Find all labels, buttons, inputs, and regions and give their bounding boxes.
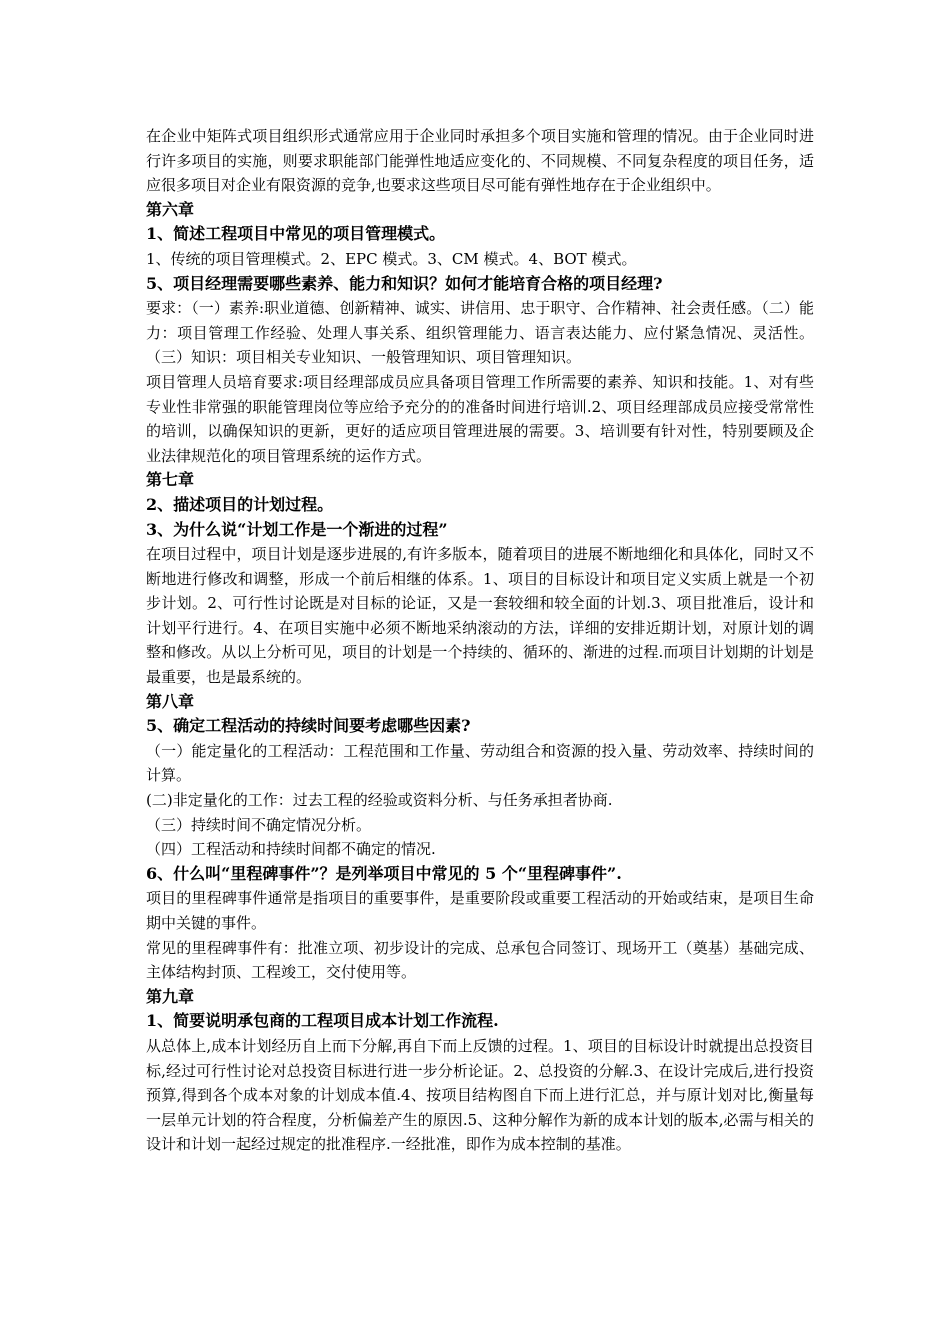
ch6-question-5: 5、项目经理需要哪些素养、能力和知识？如何才能培育合格的项目经理? xyxy=(146,273,663,293)
ch7-question-3: 3、为什么说“计划工作是一个渐进的过程” xyxy=(146,519,448,539)
chapter-7-heading: 第七章 xyxy=(146,470,195,490)
ch7-question-2: 2、描述项目的计划过程。 xyxy=(146,494,334,514)
intro-paragraph: 在企业中矩阵式项目组织形式通常应用于企业同时承担多个项目实施和管理的情况。由于企业同时进行许多项目的实施，则要求职能部门能弹性地适应变化的、不同规模、不同复杂程度的项目任务，适应很多项目对企业有限资源的竞争,也要求这些项目尽可能有弹性地存在于企业组织中。 xyxy=(146,127,814,195)
ch8-answer-6-definition: 项目的里程碑事件通常是指项目的重要事件，是重要阶段或重要工程活动的开始或结束，是项目生命期中关键的事件。 xyxy=(146,889,814,932)
document-page xyxy=(146,124,814,1157)
ch8-answer-5-part-1: （一）能定量化的工程活动：工程范围和工作量、劳动组合和资源的投入量、劳动效率、持续时间的计算。 xyxy=(146,741,814,785)
ch6-question-1: 1、简述工程项目中常见的项目管理模式。 xyxy=(146,224,446,244)
ch8-question-5: 5、确定工程活动的持续时间要考虑哪些因素? xyxy=(146,716,471,736)
ch8-answer-6-examples: 常见的里程碑事件有：批准立项、初步设计的完成、总承包合同签订、现场开工（奠基）基础完成、主体结构封顶、工程竣工，交付使用等。 xyxy=(146,938,814,982)
chapter-6-heading: 第六章 xyxy=(146,199,195,219)
ch6-answer-5-requirements: 要求：（一）素养:职业道德、创新精神、诚实、讲信用、忠于职守、合作精神、社会责任感。（二）能力：项目管理工作经验、处理人事关系、组织管理能力、语言表达能力、应付紧急情况、灵活性。（三）知识：项目相关专业知识、一般管理知识、项目管理知识。 xyxy=(146,299,814,367)
chapter-8-heading: 第八章 xyxy=(146,691,195,711)
ch6-answer-1: 1、传统的项目管理模式。2、EPC 模式。3、CM 模式。4、BOT 模式。 xyxy=(146,249,637,268)
ch9-question-1: 1、简要说明承包商的工程项目成本计划工作流程. xyxy=(146,1011,499,1031)
ch8-answer-5-part-4: （四）工程活动和持续时间都不确定的情况. xyxy=(146,840,436,859)
ch6-answer-5-training: 项目管理人员培育要求:项目经理部成员应具备项目管理工作所需要的素养、知识和技能。1、对有些专业性非常强的职能管理岗位等应给予充分的的准备时间进行培训.2、项目经理部成员应接受常常性的培训，以确保知识的更新，更好的适应项目管理进展的需要。3、培训要有针对性，特别要顾及企业法律规范化的项目管理系统的运作方式。 xyxy=(146,372,814,465)
chapter-9-heading: 第九章 xyxy=(146,986,195,1006)
ch8-question-6: 6、什么叫“里程碑事件”？是列举项目中常见的 5 个“里程碑事件”. xyxy=(146,863,622,883)
ch9-answer-1: 从总体上,成本计划经历自上而下分解,再自下而上反馈的过程。1、项目的目标设计时就提出总投资目标,经过可行性讨论对总投资目标进行进一步分析论证。2、总投资的分解.3、在设计完成后,进行投资预算,得到各个成本对象的计划成本值.4、按项目结构图自下而上进行汇总，并与原计划对比,衡量每一层单元计划的符合程度，分析偏差产生的原因.5、这种分解作为新的成本计划的版本,必需与相关的设计和计划一起经过规定的批准程序.一经批准，即作为成本控制的基准。 xyxy=(146,1036,814,1154)
ch8-answer-5-part-2: (二)非定量化的工作：过去工程的经验或资料分析、与任务承担者协商. xyxy=(146,791,613,810)
ch8-answer-5-part-3: （三）持续时间不确定情况分析。 xyxy=(146,815,372,834)
ch7-answer-3: 在项目过程中，项目计划是逐步进展的,有许多版本，随着项目的进展不断地细化和具体化，同时又不断地进行修改和调整，形成一个前后相继的体系。1、项目的目标设计和项目定义实质上就是一个初步计划。2、可行性讨论既是对目标的论证，又是一套较细和较全面的计划.3、项目批准后，设计和计划平行进行。4、在项目实施中必须不断地采纳滚动的方法，详细的安排近期计划，对原计划的调整和修改。从以上分析可见，项目的计划是一个持续的、循环的、渐进的过程.而项目计划期的计划是最重要，也是最系统的。 xyxy=(146,545,814,687)
